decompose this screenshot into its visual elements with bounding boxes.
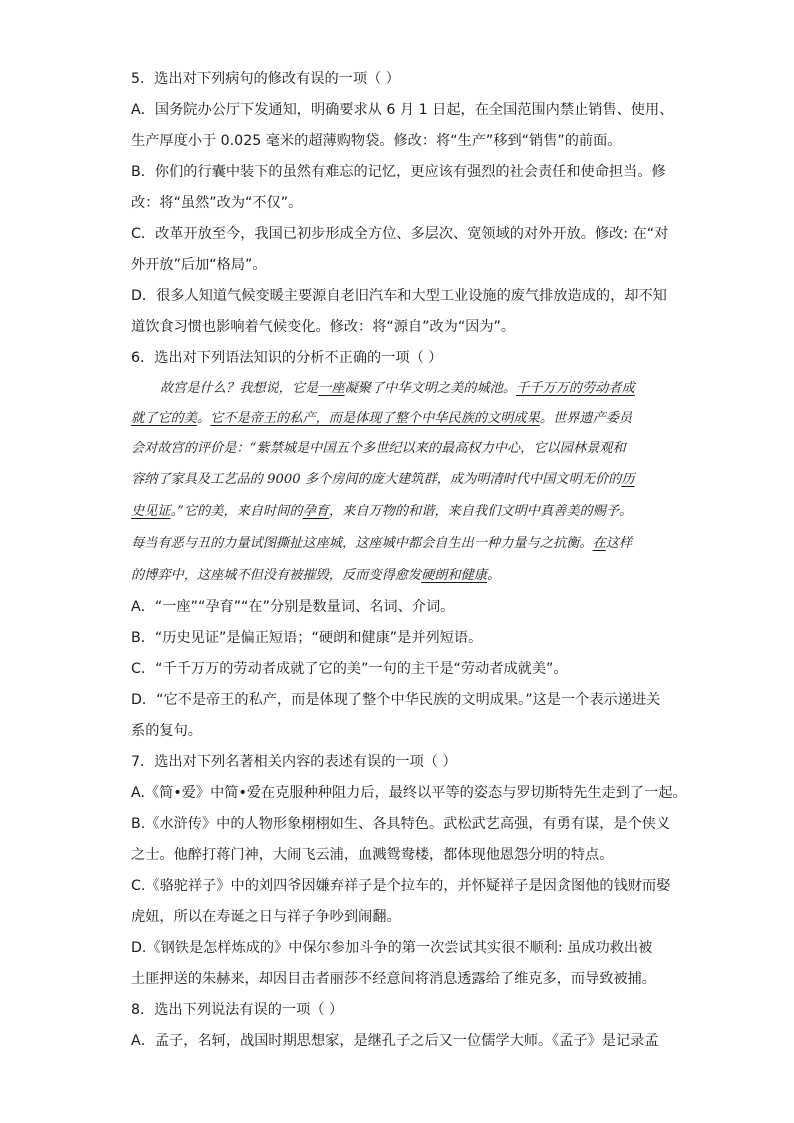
q5-option-b-line2: 改：将“虽然”改为“不仅”。 [131, 195, 303, 211]
passage-line [131, 533, 632, 555]
q6-stem: 6．选出对下列语法知识的分析不正确的一项（ ） [131, 350, 443, 366]
q7-stem: 7．选出对下列名著相关内容的表述有误的一项（ ） [131, 754, 457, 770]
passage-text: 凝聚了中华文明之美的城池。 [344, 381, 517, 396]
q7-option-b-line2: 之士。他醉打蒋门神，大闹飞云浦，血溅鸳鸯楼，都体现他恩怨分明的特点。 [131, 847, 614, 863]
passage-text: 这样 [605, 536, 633, 551]
q8-stem: 8．选出下列说法有误的一项（ ） [131, 1002, 344, 1018]
passage-text: 。”它的美，来自时间的 [170, 504, 303, 519]
passage-line [131, 501, 632, 523]
passage-underlined: 千千万万的劳动者成 [516, 381, 635, 396]
passage-underlined: 史见证 [131, 504, 171, 519]
passage-text: 的博弈中，这座城不但没有被摧毁，反而变得愈发 [131, 568, 422, 583]
q7-option-d-line2: 土匪押送的朱赫来，却因目击者丽莎不经意间将消息透露给了维克多，而导致被捕。 [131, 971, 656, 987]
q5-stem: 5．选出对下列病句的修改有误的一项（ ） [131, 71, 400, 87]
passage-underlined: 在 [592, 536, 606, 551]
passage-underlined: 硬朗和健康 [421, 568, 488, 583]
q7-option-d-line1: D.《钢铁是怎样炼成的》中保尔参加斗争的第一次尝试其实很不顺利: 虽成功救出被 [131, 940, 653, 956]
q6-option-c: C．“千千万万的劳动者成就了它的美”一句的主干是“劳动者成就美”。 [131, 661, 568, 677]
q7-option-c-line2: 虎妞，所以在寿诞之日与祥子争吵到闹翻。 [131, 909, 401, 925]
passage-underlined: 孕育 [302, 504, 329, 519]
passage-text: 每当有恶与丑的力量试图撕扯这座城，这座城中都会自生出一种力量与之抗衡。 [131, 536, 593, 551]
passage-text: 。 [196, 411, 211, 426]
q6-option-b: B．“历史见证”是偏正短语；“硬朗和健康”是并列短语。 [131, 630, 483, 646]
passage-text: 故宫是什么？我想说，它是 [160, 381, 319, 396]
passage-text: 容纳了家具及工艺品的 9000 多个房间的庞大建筑群，成为明清时代中国文明无价的 [131, 472, 622, 487]
passage-underlined: 历 [621, 472, 635, 487]
passage-line [131, 469, 635, 491]
passage-underlined: 它不是帝王的私产，而是体现了整个中华民族的文明成果 [210, 411, 540, 426]
q5-option-d-line1: D．很多人知道气候变暖主要源自老旧汽车和大型工业设施的废气排放造成的，却不知 [131, 288, 667, 304]
passage-underlined: 就了它的美 [131, 411, 197, 426]
q5-option-d-line2: 道饮食习惯也影响着气候变化。修改：将“源自”改为“因为”。 [131, 319, 516, 335]
q7-option-b-line1: B.《水浒传》中的人物形象栩栩如生、各具特色。武松武艺高强，有勇有谋，是个侠义 [131, 816, 671, 832]
passage-line: 会对故宫的评价是：“紫禁城是中国五个多世纪以来的最高权力中心，它以园林景观和 [131, 441, 626, 456]
passage-text: 。 [487, 568, 501, 583]
passage-line [131, 408, 632, 430]
passage-text: 。世界遗产委员 [539, 411, 633, 426]
q5-option-c-line1: C．改革开放至今，我国已初步形成全方位、多层次、宽领域的对外开放。修改: 在“对 [131, 226, 669, 242]
passage-line [160, 378, 635, 400]
q7-option-a: A.《简•爱》中简•爱在克服种种阻力后，最终以平等的姿态与罗切斯特先生走到了一起。 [131, 785, 687, 801]
q7-option-c-line1: C.《骆驼祥子》中的刘四爷因嫌弃祥子是个拉车的，并怀疑祥子是因贪图他的钱财而娶 [131, 878, 671, 894]
passage-text: ，来自万物的和谐，来自我们文明中真善美的赐予。 [328, 504, 633, 519]
q5-option-a-line2: 生产厚度小于 0.025 毫米的超薄购物袋。修改：将“生产”移到“销售”的前面。 [131, 133, 622, 149]
q5-option-b-line1: B．你们的行囊中装下的虽然有难忘的记忆，更应该有强烈的社会责任和使命担当。修 [131, 164, 666, 180]
q6-option-d-line1: D．“它不是帝王的私产，而是体现了整个中华民族的文明成果。”这是一个表示递进关 [131, 692, 661, 708]
passage-underlined: 一座 [318, 381, 345, 396]
q6-option-a: A．“一座”“孕育”“在”分别是数量词、名词、介词。 [131, 599, 455, 615]
q5-option-c-line2: 外开放”后加“格局”。 [131, 257, 267, 273]
q8-option-a: A．孟子，名轲，战国时期思想家，是继孔子之后又一位儒学大师。《孟子》是记录孟 [131, 1033, 659, 1049]
q6-option-d-line2: 系的复句。 [131, 723, 202, 739]
q5-option-a-line1: A．国务院办公厅下发通知，明确要求从 6 月 1 日起，在全国范围内禁止销售、使用、 [131, 102, 674, 118]
passage-line [131, 565, 500, 587]
